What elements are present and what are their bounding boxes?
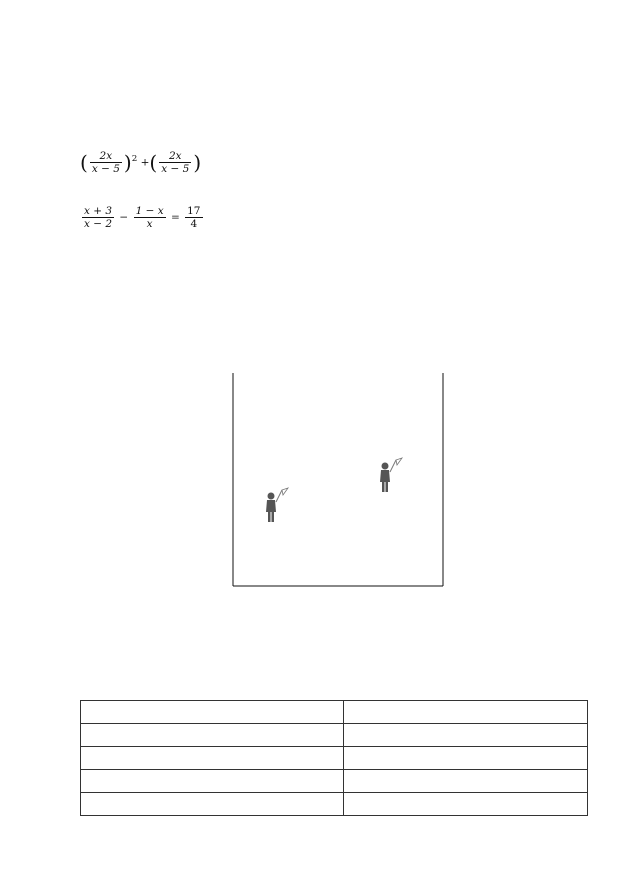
frequency-cell	[344, 793, 588, 816]
page-header	[50, 50, 588, 64]
table-row	[81, 724, 588, 747]
question-32-alt	[50, 205, 590, 235]
ground-diagram	[200, 358, 460, 608]
question-34	[50, 633, 590, 667]
frequency-cell	[344, 770, 588, 793]
table-row	[81, 747, 588, 770]
column-header-frequency	[344, 701, 588, 724]
class-cell	[81, 747, 344, 770]
frequency-cell	[344, 724, 588, 747]
table-row	[81, 770, 588, 793]
question-32-equation-b: $\frac{x + 3}{x - 2}$ − $\frac{1 - x}{x}$ = $\frac{17}{4}$	[84, 205, 201, 230]
column-header-class	[81, 701, 344, 724]
ground-figure	[200, 358, 460, 608]
class-cell	[81, 724, 344, 747]
preet-runner-icon	[380, 458, 402, 492]
niharika-runner-icon	[266, 488, 288, 522]
table-row	[81, 793, 588, 816]
frequency-cell	[344, 747, 588, 770]
question-32	[50, 150, 590, 180]
table-header-row	[81, 701, 588, 724]
question-32-equation-a: ( $\frac{2x}{x - 5}$ )$^2$ +( $\frac{2x}{x - 5}$ )	[80, 150, 202, 175]
class-cell	[81, 770, 344, 793]
question-33	[50, 251, 590, 351]
frequency-table	[80, 700, 588, 816]
class-cell	[81, 793, 344, 816]
question-35	[50, 681, 590, 699]
